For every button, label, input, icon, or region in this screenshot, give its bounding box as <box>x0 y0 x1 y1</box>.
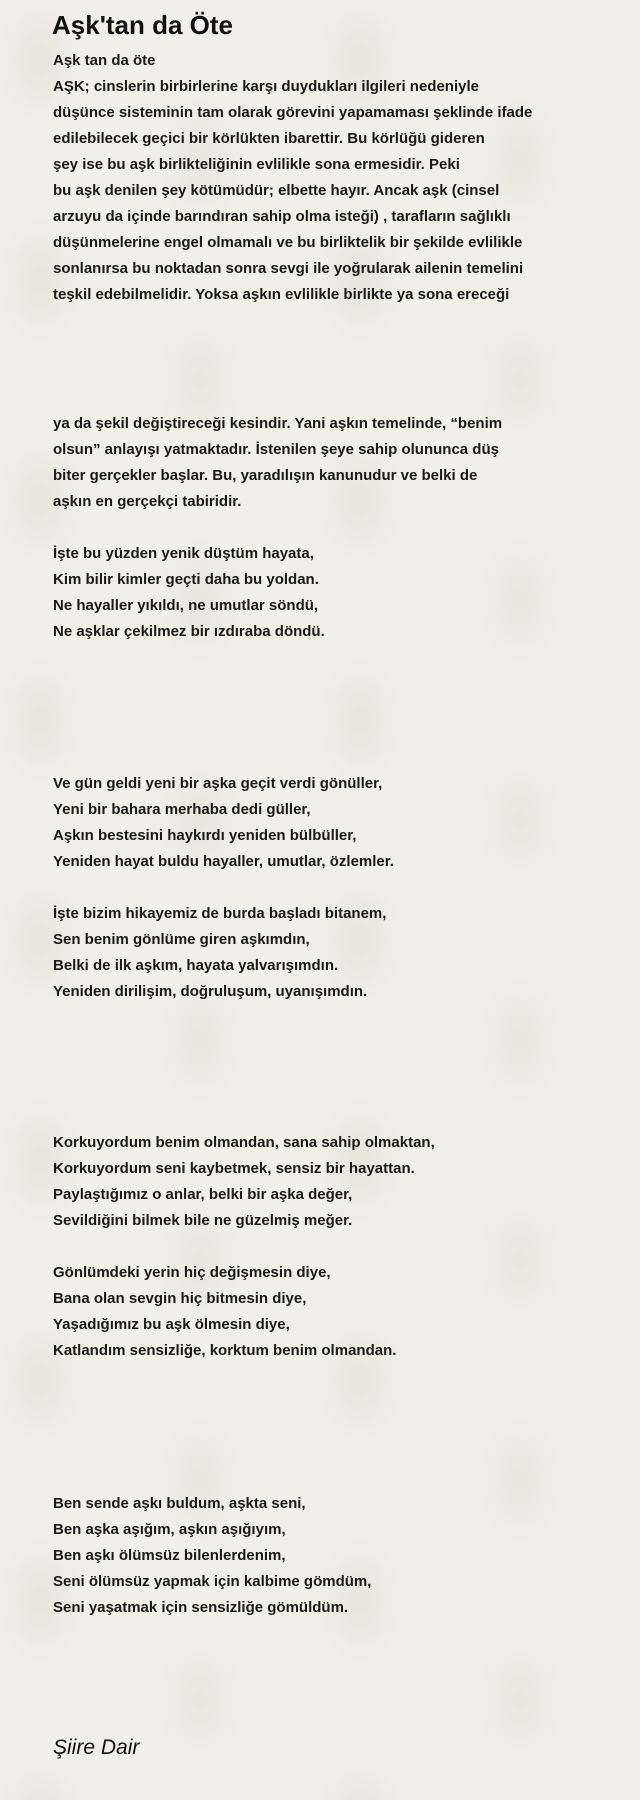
poem-section-3: Ve gün geldi yeni bir aşka geçit verdi gönüller, Yeni bir bahara merhaba dedi güller, Aşkın bestesini haykırdı yeniden bülbüller, Yeniden hayat buldu hayaller, umutlar, özlemler. İşte bizim hikayemiz de burda başladı bitanem, Sen benim gönlüme giren aşkımdın, Belki de ilk aşkım, hayata yalvarışımdın. Yeniden dirilişim, doğruluşum, uyanışımdın. <box>53 775 394 1000</box>
poem-section-4: Korkuyordum benim olmandan, sana sahip olmaktan, Korkuyordum seni kaybetmek, sensiz bir hayattan. Paylaştığımız o anlar, belki bir aşka değer, Sevildiğini bilmek bile ne güzelmiş meğer. Gönlümdeki yerin hiç değişmesin diye, Bana olan sevgin hiç bitmesin diye, Yaşadığımız bu aşk ölmesin diye, Katlandım sensizliğe, korktum benim olmandan. <box>53 1134 435 1359</box>
poem-title: Aşk'tan da Öte <box>52 10 234 40</box>
site-signature: Şiire Dair <box>53 1736 140 1759</box>
poem-section-2: ya da şekil değiştireceği kesindir. Yani aşkın temelinde, “benim olsun” anlayışı yatmaktadır. İstenilen şeye sahip olununca düş biter gerçekler başlar. Bu, yaradılışın kanunudur ve belki de aşkın en gerçekçi tabiridir. İşte bu yüzden yenik düştüm hayata, Kim bilir kimler geçti daha bu yoldan. Ne hayaller yıkıldı, ne umutlar söndü, Ne aşklar çekilmez bir ızdıraba döndü. <box>53 415 503 640</box>
poem-section-5: Ben sende aşkı buldum, aşkta seni, Ben aşka aşığım, aşkın aşığıyım, Ben aşkı ölümsüz bilenlerdenim, Seni ölümsüz yapmak için kalbime gömdüm, Seni yaşatmak için sensizliğe gömüldüm. <box>53 1495 372 1616</box>
poem-section-1: Aşk tan da öte AŞK; cinslerin birbirlerine karşı duydukları ilgileri nedeniyle düşünce sisteminin tam olarak görevini yapamaması şeklinde ifade edilebilecek geçici bir körlükten ibarettir. Bu körlüğü gideren şey ise bu aşk birlikteliğinin evlilikle sona ermesidir. Peki bu aşk denilen şey kötümüdür; elbette hayır. Ancak aşk (cinsel arzuyu da içinde barındıran sahip olma isteği) , tarafların sağlıklı düşünmelerine engel olmamalı ve bu birliktelik bir şekilde evlilikle sonlanırsa bu noktadan sonra sevgi ile yoğrularak ailenin temelini teşkil edebilmelidir. Yoksa aşkın evlilikle birlikte ya sona ereceği <box>53 52 533 303</box>
